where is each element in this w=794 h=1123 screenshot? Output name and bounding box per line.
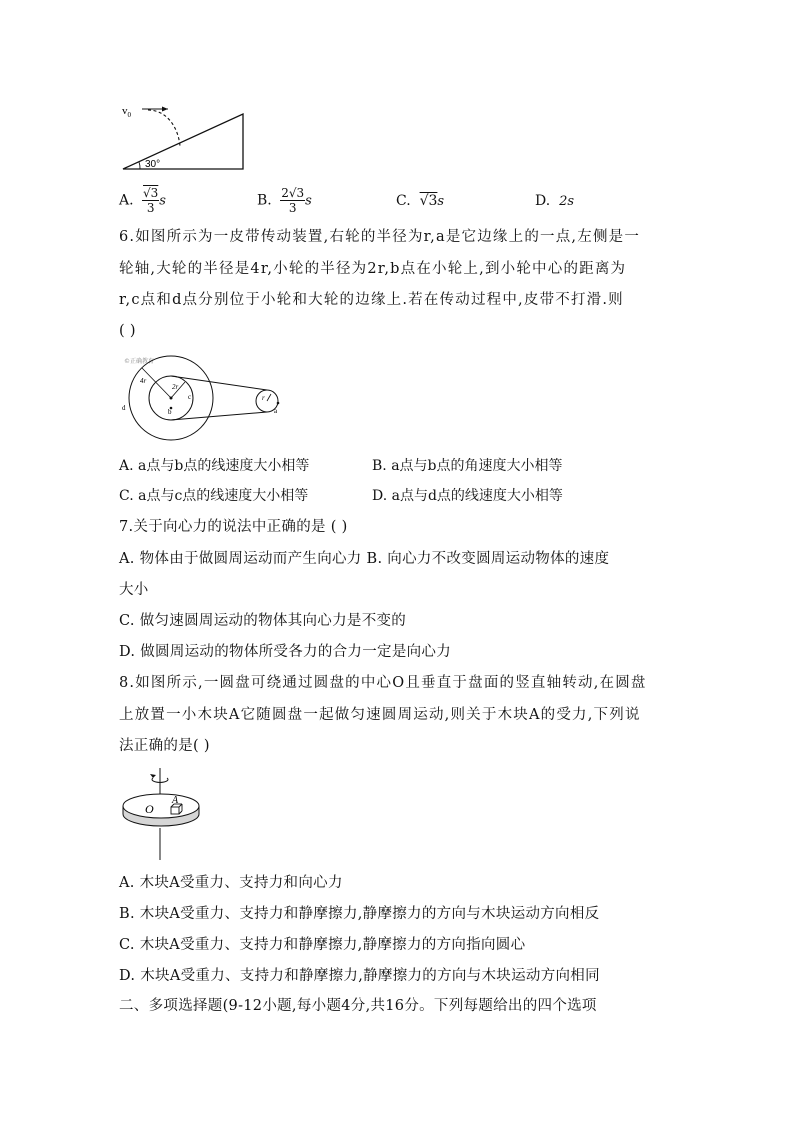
fraction: $\frac{√3}{3}$ xyxy=(143,186,159,215)
label-b: b xyxy=(168,408,172,416)
q6-stem-line3: r,c点和d点分别位于小轮和大轮的边缘上.若在传动过程中,皮带不打滑.则 xyxy=(119,292,624,308)
q6-option-d[interactable]: D. a点与d点的线速度大小相等 xyxy=(372,488,563,504)
q6-option-b[interactable]: B. a点与b点的角速度大小相等 xyxy=(372,458,563,474)
q7-option-b-continuation: 大小 xyxy=(119,582,149,598)
q5-option-d[interactable]: D. 2s xyxy=(535,193,575,209)
q6-option-a[interactable]: A. a点与b点的线速度大小相等 xyxy=(119,458,310,474)
q8-stem-line3: 法正确的是( ) xyxy=(119,738,210,754)
q7-option-a[interactable]: A. 物体由于做圆周运动而产生向心力 B. 向心力不改变圆周运动物体的速度 xyxy=(119,551,610,567)
q7-stem: 7.关于向心力的说法中正确的是 ( ) xyxy=(119,519,348,535)
label-a-block: A xyxy=(172,795,179,806)
label-d: d xyxy=(122,404,126,412)
q5-option-a[interactable]: A. $\frac{√3}{3}$ s xyxy=(119,186,166,215)
incline-triangle xyxy=(123,114,243,169)
label-2r: 2r xyxy=(172,383,179,391)
q8-option-b[interactable]: B. 木块A受重力、支持力和静摩擦力,静摩擦力的方向与木块运动方向相反 xyxy=(119,906,600,922)
q7-option-c[interactable]: C. 做匀速圆周运动的物体其向心力是不变的 xyxy=(119,613,407,629)
q8-stem-line2: 上放置一小木块A它随圆盘一起做匀速圆周运动,则关于木块A的受力,下列说 xyxy=(119,707,641,723)
q8-stem-line1: 8.如图所示,一圆盘可绕通过圆盘的中心O且垂直于盘面的竖直轴转动,在圆盘 xyxy=(119,675,647,691)
label-o: O xyxy=(145,802,154,816)
q6-option-c[interactable]: C. a点与c点的线速度大小相等 xyxy=(119,488,309,504)
q8-option-a[interactable]: A. 木块A受重力、支持力和向心力 xyxy=(119,875,343,891)
q7-option-d[interactable]: D. 做圆周运动的物体所受各力的合力一定是向心力 xyxy=(119,644,452,660)
disc-top xyxy=(123,794,199,818)
q5-option-b[interactable]: B. $\frac{2√3}{3}$ s xyxy=(257,186,312,215)
label-r: r xyxy=(262,394,265,402)
fraction: $\frac{2√3}{3}$ xyxy=(281,186,305,215)
watermark-text: ©正确教育 xyxy=(124,358,155,365)
q8-option-d[interactable]: D. 木块A受重力、支持力和静摩擦力,静摩擦力的方向与木块运动方向相同 xyxy=(119,968,600,984)
rotating-disc-figure xyxy=(119,766,209,862)
q5-option-c[interactable]: C. √3s xyxy=(396,193,445,209)
wood-block xyxy=(171,807,179,814)
label-4r: 4r xyxy=(140,377,147,385)
q6-stem-line1: 6.如图所示为一皮带传动装置,右轮的半径为r,a是它边缘上的一点,左侧是一 xyxy=(119,229,641,245)
section-2-heading: 二、多项选择题(9-12小题,每小题4分,共16分。下列每题给出的四个选项 xyxy=(119,998,597,1014)
label-c: c xyxy=(188,393,192,401)
belt-drive-figure xyxy=(118,352,288,444)
q6-stem-line2: 轮轴,大轮的半径是4r,小轮的半径为2r,b点在小轮上,到小轮中心的距离为 xyxy=(119,261,627,277)
v0-label: $v_0$ xyxy=(122,105,131,119)
incline-figure xyxy=(118,100,248,175)
q6-stem-line4: ( ) xyxy=(119,323,136,339)
q8-option-c[interactable]: C. 木块A受重力、支持力和静摩擦力,静摩擦力的方向指向圆心 xyxy=(119,937,526,953)
label-a: a xyxy=(274,407,278,415)
angle-label: 30° xyxy=(145,159,161,170)
